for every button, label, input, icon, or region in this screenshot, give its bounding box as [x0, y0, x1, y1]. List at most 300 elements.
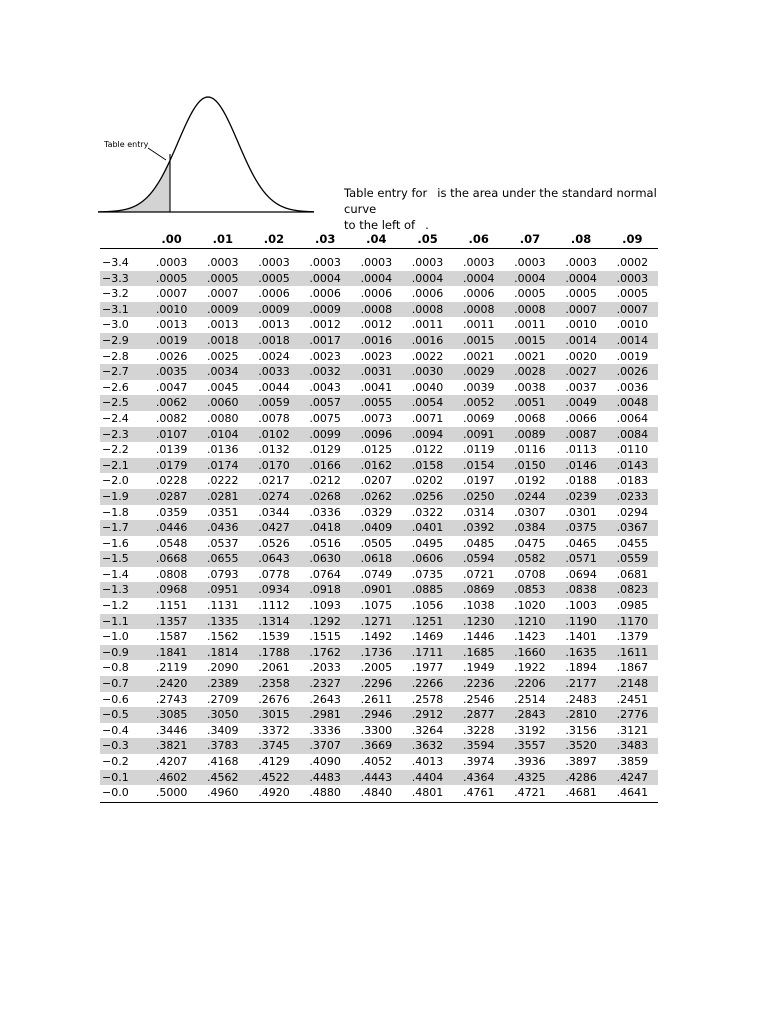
probability-cell: .0188 [565, 474, 597, 488]
probability-cell: .2877 [453, 707, 504, 723]
probability-cell: .0901 [351, 582, 402, 598]
probability-cell: .1335 [197, 614, 248, 630]
probability-cell: .0885 [402, 582, 453, 598]
column-header: .08 [556, 230, 607, 249]
probability-cell: .2389 [197, 676, 248, 692]
probability-cell: .1788 [248, 645, 299, 661]
probability-cell: .0005 [514, 287, 546, 301]
table-bottom-rule [100, 802, 658, 803]
probability-cell: .0007 [207, 287, 239, 301]
probability-cell: .0594 [453, 551, 504, 567]
table-row [100, 567, 658, 583]
probability-cell: .0465 [565, 536, 597, 550]
probability-cell: .0823 [607, 582, 658, 598]
z-value-cell: −2.3 [100, 427, 146, 443]
probability-cell: .0778 [258, 567, 290, 581]
table-row [100, 707, 658, 723]
probability-cell: .1635 [556, 645, 607, 661]
probability-cell: .0375 [556, 520, 607, 536]
probability-cell: .0011 [411, 318, 444, 332]
probability-cell: .0250 [453, 489, 504, 505]
probability-cell: .0028 [504, 364, 555, 380]
probability-cell: .0113 [565, 443, 597, 457]
probability-cell: .4013 [411, 755, 444, 768]
table-row [100, 676, 658, 692]
probability-cell: .0217 [258, 474, 290, 488]
probability-cell: .0043 [309, 380, 341, 394]
z-value-cell: −0.4 [102, 723, 129, 737]
probability-cell: .3050 [197, 707, 248, 723]
probability-cell: .2912 [402, 707, 453, 723]
table-row [100, 395, 658, 411]
probability-cell: .2611 [360, 692, 393, 706]
probability-cell: .1190 [556, 614, 607, 630]
probability-cell: .0668 [146, 551, 197, 567]
z-value-cell: −2.4 [102, 411, 129, 425]
probability-cell: .0022 [411, 349, 444, 363]
probability-cell: .0023 [309, 349, 341, 363]
z-value-cell: −3.4 [102, 256, 129, 269]
probability-cell: .0838 [556, 582, 607, 598]
probability-cell: .4801 [411, 786, 444, 800]
probability-cell: .1949 [462, 661, 495, 675]
probability-cell: .0104 [197, 427, 248, 443]
probability-cell: .0630 [300, 551, 351, 567]
bell-curve-line [98, 97, 314, 212]
probability-cell: .0026 [607, 364, 658, 380]
z-value-cell: −0.0 [102, 786, 129, 800]
column-header: .00 [146, 230, 197, 249]
probability-cell: .0064 [616, 411, 649, 425]
probability-cell: .4960 [207, 786, 239, 800]
table-row [100, 598, 658, 614]
callout-pointer-line [148, 148, 166, 160]
probability-cell: .1894 [565, 661, 597, 675]
probability-cell: .0003 [309, 256, 341, 269]
z-value-cell: −0.5 [100, 707, 146, 723]
probability-cell: .0052 [453, 395, 504, 411]
probability-cell: .0154 [453, 458, 504, 474]
probability-cell: .3156 [565, 723, 597, 737]
probability-cell: .1093 [309, 599, 341, 613]
probability-cell: .3936 [514, 755, 546, 768]
probability-cell: .0036 [616, 380, 649, 394]
table-row [100, 551, 658, 567]
probability-cell: .1736 [351, 645, 402, 661]
probability-cell: .4641 [616, 786, 649, 800]
probability-cell: .1151 [155, 599, 188, 613]
probability-cell: .3121 [616, 723, 649, 737]
probability-cell: .4364 [453, 770, 504, 786]
probability-cell: .0006 [309, 287, 341, 301]
probability-cell: .2946 [351, 707, 402, 723]
probability-cell: .1170 [607, 614, 658, 630]
probability-cell: .2327 [300, 676, 351, 692]
table-row [100, 645, 658, 661]
probability-cell: .3520 [556, 738, 607, 754]
probability-cell: .0055 [351, 395, 402, 411]
probability-cell: .0013 [207, 318, 239, 332]
probability-cell: .0015 [453, 333, 504, 349]
z-value-cell: −2.5 [100, 395, 146, 411]
probability-cell: .4562 [197, 770, 248, 786]
probability-cell: .0004 [504, 271, 555, 287]
table-row [100, 629, 658, 645]
z-value-cell: −2.9 [100, 333, 146, 349]
table-row [100, 723, 658, 739]
probability-cell: .0016 [351, 333, 402, 349]
probability-cell: .0033 [248, 364, 299, 380]
probability-cell: .0015 [504, 333, 555, 349]
probability-cell: .1112 [258, 599, 290, 613]
column-header: .07 [504, 230, 555, 249]
probability-cell: .4483 [300, 770, 351, 786]
probability-cell: .4920 [258, 786, 290, 800]
probability-cell: .0409 [351, 520, 402, 536]
probability-cell: .0004 [351, 271, 402, 287]
probability-cell: .4602 [146, 770, 197, 786]
normal-curve-figure [96, 90, 318, 218]
probability-cell: .0040 [411, 380, 444, 394]
probability-cell: .0197 [462, 474, 495, 488]
probability-cell: .0004 [402, 271, 453, 287]
probability-cell: .0030 [402, 364, 453, 380]
probability-cell: .0054 [402, 395, 453, 411]
probability-cell: .0735 [411, 567, 444, 581]
probability-cell: .0031 [351, 364, 402, 380]
probability-cell: .0018 [248, 333, 299, 349]
probability-cell: .0475 [514, 536, 546, 550]
probability-cell: .0559 [607, 551, 658, 567]
probability-cell: .0017 [300, 333, 351, 349]
probability-cell: .0505 [360, 536, 393, 550]
probability-cell: .4129 [258, 755, 290, 768]
probability-cell: .0008 [351, 302, 402, 318]
probability-cell: .0041 [360, 380, 393, 394]
probability-cell: .1660 [504, 645, 555, 661]
probability-cell: .4880 [309, 786, 341, 800]
probability-cell: .0010 [616, 318, 649, 332]
z-value-cell: −1.7 [100, 520, 146, 536]
probability-cell: .3897 [565, 755, 597, 768]
table-row [100, 489, 658, 505]
probability-cell: .0007 [155, 287, 188, 301]
probability-cell: .1357 [146, 614, 197, 630]
probability-cell: .2843 [504, 707, 555, 723]
probability-cell: .0006 [360, 287, 393, 301]
probability-cell: .0183 [616, 474, 649, 488]
probability-cell: .0027 [556, 364, 607, 380]
probability-cell: .0078 [258, 411, 290, 425]
probability-cell: .0918 [300, 582, 351, 598]
probability-cell: .1922 [514, 661, 546, 675]
z-value-cell: −0.8 [102, 661, 129, 675]
probability-cell: .0351 [207, 505, 239, 519]
probability-cell: .0037 [565, 380, 597, 394]
probability-cell: .0003 [462, 256, 495, 269]
probability-cell: .0681 [616, 567, 649, 581]
probability-cell: .0006 [258, 287, 290, 301]
probability-cell: .0968 [146, 582, 197, 598]
probability-cell: .1230 [453, 614, 504, 630]
probability-cell: .2005 [360, 661, 393, 675]
z-value-cell: −1.3 [100, 582, 146, 598]
probability-cell: .2090 [207, 661, 239, 675]
probability-cell: .0764 [309, 567, 341, 581]
probability-cell: .2546 [462, 692, 495, 706]
probability-cell: .2676 [258, 692, 290, 706]
table-row [100, 349, 658, 365]
z-value-cell: −1.2 [102, 599, 129, 613]
probability-cell: .3632 [402, 738, 453, 754]
probability-cell: .3669 [351, 738, 402, 754]
probability-cell: .1711 [402, 645, 453, 661]
probability-cell: .0010 [146, 302, 197, 318]
probability-cell: .2483 [565, 692, 597, 706]
probability-cell: .1075 [360, 599, 393, 613]
probability-cell: .0082 [155, 411, 188, 425]
probability-cell: .1038 [462, 599, 495, 613]
probability-cell: .0244 [504, 489, 555, 505]
z-value-cell: −2.0 [102, 474, 129, 488]
probability-cell: .1492 [360, 630, 393, 644]
table-body [100, 249, 658, 801]
probability-cell: .1762 [300, 645, 351, 661]
probability-cell: .1867 [616, 661, 649, 675]
z-value-cell: −2.6 [102, 380, 129, 394]
probability-cell: .0233 [607, 489, 658, 505]
probability-cell: .1685 [453, 645, 504, 661]
probability-cell: .3336 [309, 723, 341, 737]
probability-cell: .4404 [402, 770, 453, 786]
table-row [100, 286, 658, 302]
probability-cell: .0047 [155, 380, 188, 394]
probability-cell: .0212 [309, 474, 341, 488]
probability-cell: .0003 [207, 256, 239, 269]
table-row [100, 536, 658, 552]
probability-cell: .0166 [300, 458, 351, 474]
probability-cell: .0094 [402, 427, 453, 443]
probability-cell: .0059 [248, 395, 299, 411]
probability-cell: .0009 [197, 302, 248, 318]
probability-cell: .0062 [146, 395, 197, 411]
probability-cell: .2148 [607, 676, 658, 692]
probability-cell: .0287 [146, 489, 197, 505]
table-row [100, 302, 658, 318]
probability-cell: .0020 [565, 349, 597, 363]
probability-cell: .0582 [504, 551, 555, 567]
probability-cell: .0003 [258, 256, 290, 269]
probability-cell: .0071 [411, 411, 444, 425]
table-row [100, 473, 658, 489]
z-value-cell: −0.7 [100, 676, 146, 692]
probability-cell: .0436 [197, 520, 248, 536]
probability-cell: .1314 [248, 614, 299, 630]
probability-cell: .0618 [351, 551, 402, 567]
probability-cell: .0274 [248, 489, 299, 505]
probability-cell: .0329 [360, 505, 393, 519]
column-header: .03 [300, 230, 351, 249]
probability-cell: .0294 [616, 505, 649, 519]
table-row [100, 317, 658, 333]
probability-cell: .0005 [197, 271, 248, 287]
z-value-cell: −0.9 [100, 645, 146, 661]
probability-cell: .0051 [504, 395, 555, 411]
probability-cell: .3783 [197, 738, 248, 754]
probability-cell: .0174 [197, 458, 248, 474]
probability-cell: .0002 [616, 256, 649, 269]
probability-cell: .3192 [514, 723, 546, 737]
probability-cell: .0262 [351, 489, 402, 505]
probability-cell: .2709 [207, 692, 239, 706]
probability-cell: .0003 [607, 271, 658, 287]
shaded-left-tail-area [98, 160, 170, 212]
probability-cell: .1515 [309, 630, 341, 644]
column-header: .02 [248, 230, 299, 249]
probability-cell: .0038 [514, 380, 546, 394]
probability-cell: .0985 [616, 599, 649, 613]
probability-cell: .0150 [504, 458, 555, 474]
probability-cell: .0202 [411, 474, 444, 488]
probability-cell: .2643 [309, 692, 341, 706]
probability-cell: .0162 [351, 458, 402, 474]
column-header: .01 [197, 230, 248, 249]
probability-cell: .0146 [556, 458, 607, 474]
probability-cell: .0119 [462, 443, 495, 457]
probability-cell: .2981 [300, 707, 351, 723]
probability-cell: .0125 [360, 443, 393, 457]
z-value-cell: −1.8 [102, 505, 129, 519]
probability-cell: .0869 [453, 582, 504, 598]
probability-cell: .3264 [411, 723, 444, 737]
probability-cell: .0110 [616, 443, 649, 457]
table-row [100, 255, 658, 271]
z-value-cell: −1.4 [102, 567, 129, 581]
probability-cell: .0116 [514, 443, 546, 457]
probability-cell: .2266 [402, 676, 453, 692]
probability-cell: .0007 [556, 302, 607, 318]
z-value-cell: −3.3 [100, 271, 146, 287]
probability-cell: .0102 [248, 427, 299, 443]
probability-cell: .0367 [607, 520, 658, 536]
probability-cell: .3085 [146, 707, 197, 723]
probability-cell: .0314 [462, 505, 495, 519]
table-row [100, 380, 658, 396]
probability-cell: .0011 [514, 318, 546, 332]
probability-cell: .2451 [616, 692, 649, 706]
probability-cell: .0139 [155, 443, 188, 457]
probability-cell: .0359 [155, 505, 188, 519]
probability-cell: .3707 [300, 738, 351, 754]
probability-cell: .3594 [453, 738, 504, 754]
probability-cell: .0003 [411, 256, 444, 269]
probability-cell: .0495 [411, 536, 444, 550]
probability-cell: .0008 [402, 302, 453, 318]
probability-cell: .1977 [411, 661, 444, 675]
table-row [100, 520, 658, 536]
z-value-cell: −2.8 [102, 349, 129, 363]
probability-cell: .3300 [360, 723, 393, 737]
probability-cell: .0107 [146, 427, 197, 443]
probability-cell: .4681 [565, 786, 597, 800]
probability-cell: .2810 [556, 707, 607, 723]
z-value-cell: −1.1 [100, 614, 146, 630]
probability-cell: .0003 [514, 256, 546, 269]
probability-cell: .0019 [616, 349, 649, 363]
probability-cell: .0025 [207, 349, 239, 363]
probability-cell: .0004 [300, 271, 351, 287]
table-caption [344, 185, 674, 233]
probability-cell: .3015 [248, 707, 299, 723]
probability-cell: .4090 [309, 755, 341, 768]
probability-cell: .0013 [258, 318, 290, 332]
probability-cell: .0013 [155, 318, 188, 332]
probability-cell: .0006 [411, 287, 444, 301]
probability-cell: .0005 [146, 271, 197, 287]
probability-cell: .0401 [402, 520, 453, 536]
probability-cell: .0427 [248, 520, 299, 536]
probability-cell: .0089 [504, 427, 555, 443]
caption-text-b: is the area under the standard normal curve [344, 186, 657, 216]
probability-cell: .1841 [146, 645, 197, 661]
probability-cell: .2358 [248, 676, 299, 692]
z-value-cell: −1.0 [102, 630, 129, 644]
probability-cell: .0068 [514, 411, 546, 425]
probability-cell: .0035 [146, 364, 197, 380]
probability-cell: .1292 [300, 614, 351, 630]
z-value-cell: −3.0 [102, 318, 129, 332]
table-row [100, 660, 658, 676]
probability-cell: .0016 [402, 333, 453, 349]
table-row [100, 692, 658, 708]
probability-cell: .0143 [607, 458, 658, 474]
probability-cell: .0129 [309, 443, 341, 457]
probability-cell: .4052 [360, 755, 393, 768]
probability-cell: .0024 [258, 349, 290, 363]
probability-cell: .0006 [462, 287, 495, 301]
probability-cell: .0003 [360, 256, 393, 269]
caption-text-a: Table entry for [344, 186, 428, 200]
probability-cell: .0170 [248, 458, 299, 474]
probability-cell: .0026 [155, 349, 188, 363]
table-row [100, 582, 658, 598]
probability-cell: .0132 [258, 443, 290, 457]
probability-cell: .3974 [462, 755, 495, 768]
probability-cell: .3446 [155, 723, 188, 737]
probability-cell: .0009 [300, 302, 351, 318]
probability-cell: .0005 [616, 287, 649, 301]
table-row [100, 614, 658, 630]
probability-cell: .0281 [197, 489, 248, 505]
z-value-cell: −2.7 [100, 364, 146, 380]
probability-cell: .0012 [309, 318, 341, 332]
probability-cell: .0571 [556, 551, 607, 567]
z-value-cell: −1.6 [102, 536, 129, 550]
probability-cell: .0485 [462, 536, 495, 550]
probability-cell: .3483 [607, 738, 658, 754]
probability-cell: .0003 [155, 256, 188, 269]
probability-cell: .0099 [300, 427, 351, 443]
probability-cell: .4168 [207, 755, 239, 768]
probability-cell: .1539 [258, 630, 290, 644]
probability-cell: .2033 [309, 661, 341, 675]
probability-cell: .0256 [402, 489, 453, 505]
probability-cell: .2743 [155, 692, 188, 706]
probability-cell: .4443 [351, 770, 402, 786]
probability-cell: .0049 [556, 395, 607, 411]
probability-cell: .0084 [607, 427, 658, 443]
probability-cell: .0091 [453, 427, 504, 443]
